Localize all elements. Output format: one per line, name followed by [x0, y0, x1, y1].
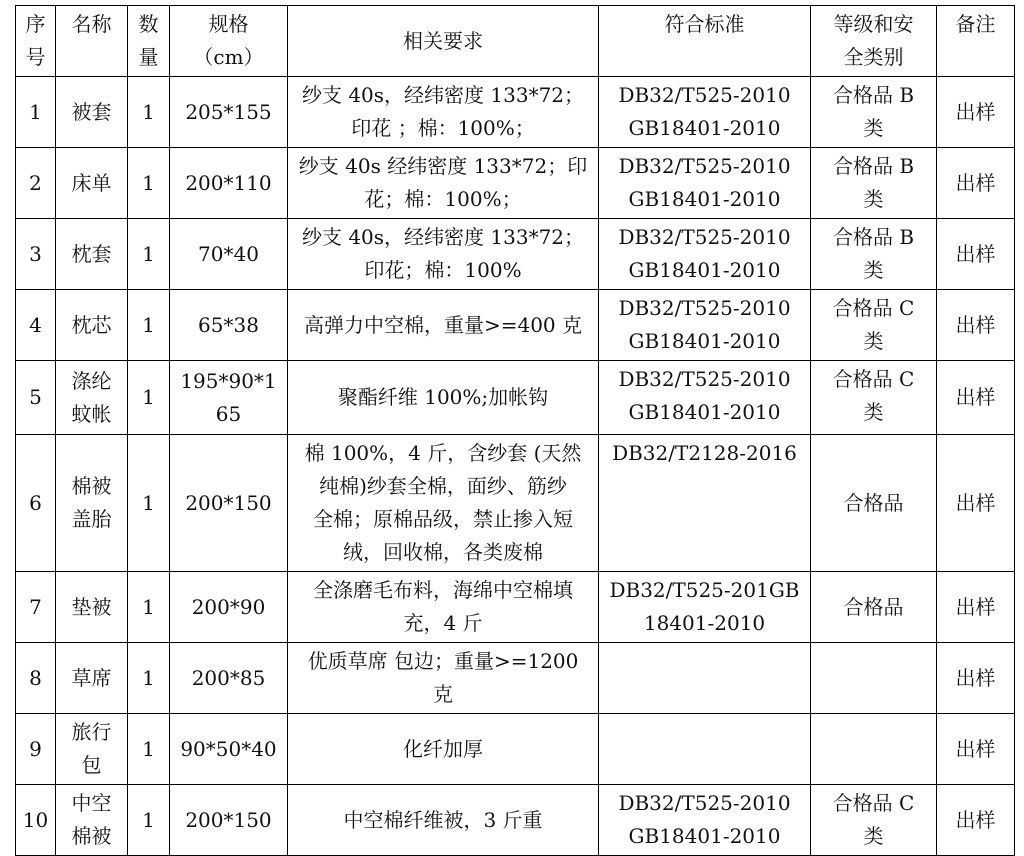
- cell-grade: 合格品 B 类: [811, 148, 937, 219]
- cell-spec: 200*150: [170, 435, 288, 572]
- cell-spec: 195*90*1 65: [170, 361, 288, 435]
- table-row: [16, 361, 1015, 435]
- cell-name: 棉被 盖胎: [56, 435, 128, 572]
- cell-req: 纱支 40s 经纬密度 133*72；印 花；棉：100%；: [288, 148, 599, 219]
- table-row: [16, 643, 1015, 714]
- cell-seq: 6: [16, 435, 56, 572]
- header-note: 备注: [937, 6, 1015, 77]
- cell-seq: 9: [16, 714, 56, 785]
- cell-req: 棉 100%，4 斤，含纱套 (天然 纯棉)纱套全棉，面纱、筋纱 全棉；原棉品级，禁止掺入短 绒，回收棉，各类废棉: [288, 435, 599, 572]
- header-std: 符合标准: [599, 6, 811, 77]
- cell-name: 垫被: [56, 572, 128, 643]
- cell-seq: 2: [16, 148, 56, 219]
- cell-std: DB32/T525-2010 GB18401-2010: [599, 219, 811, 290]
- cell-std: DB32/T525-2010 GB18401-2010: [599, 148, 811, 219]
- cell-grade: 合格品 C 类: [811, 361, 937, 435]
- spec-table: [15, 5, 1015, 856]
- table-row: [16, 714, 1015, 785]
- cell-spec: 200*150: [170, 785, 288, 856]
- header-grade: 等级和安 全类别: [811, 6, 937, 77]
- cell-note: 出样: [937, 290, 1015, 361]
- cell-std: DB32/T525-2010 GB18401-2010: [599, 361, 811, 435]
- cell-qty: 1: [128, 572, 170, 643]
- cell-name: 枕套: [56, 219, 128, 290]
- cell-spec: 70*40: [170, 219, 288, 290]
- cell-req: 纱支 40s，经纬密度 133*72； 印花；棉：100%: [288, 219, 599, 290]
- cell-qty: 1: [128, 785, 170, 856]
- cell-req: 优质草席 包边；重量>=1200 克: [288, 643, 599, 714]
- cell-req: 高弹力中空棉，重量>=400 克: [288, 290, 599, 361]
- cell-note: 出样: [937, 148, 1015, 219]
- cell-spec: 200*90: [170, 572, 288, 643]
- cell-name: 草席: [56, 643, 128, 714]
- cell-spec: 200*85: [170, 643, 288, 714]
- cell-req: 中空棉纤维被，3 斤重: [288, 785, 599, 856]
- cell-std: DB32/T525-201GB 18401-2010: [599, 572, 811, 643]
- cell-std: DB32/T2128-2016: [599, 435, 811, 572]
- table-body: [16, 77, 1015, 856]
- cell-grade: [811, 714, 937, 785]
- cell-seq: 4: [16, 290, 56, 361]
- cell-std: [599, 643, 811, 714]
- cell-grade: 合格品: [811, 572, 937, 643]
- cell-req: 聚酯纤维 100%;加帐钩: [288, 361, 599, 435]
- cell-seq: 10: [16, 785, 56, 856]
- cell-qty: 1: [128, 148, 170, 219]
- header-seq: 序 号: [16, 6, 56, 77]
- cell-req: 全涤磨毛布料，海绵中空棉填 充，4 斤: [288, 572, 599, 643]
- cell-seq: 3: [16, 219, 56, 290]
- cell-grade: 合格品 B 类: [811, 219, 937, 290]
- cell-qty: 1: [128, 435, 170, 572]
- cell-req: 纱支 40s，经纬密度 133*72； 印花 ；棉：100%；: [288, 77, 599, 148]
- cell-std: DB32/T525-2010 GB18401-2010: [599, 77, 811, 148]
- cell-grade: 合格品: [811, 435, 937, 572]
- cell-spec: 65*38: [170, 290, 288, 361]
- cell-qty: 1: [128, 77, 170, 148]
- cell-qty: 1: [128, 643, 170, 714]
- cell-note: 出样: [937, 435, 1015, 572]
- table-row: [16, 77, 1015, 148]
- header-qty: 数 量: [128, 6, 170, 77]
- header-row: [16, 6, 1015, 77]
- cell-note: 出样: [937, 77, 1015, 148]
- cell-spec: 205*155: [170, 77, 288, 148]
- cell-qty: 1: [128, 290, 170, 361]
- cell-seq: 8: [16, 643, 56, 714]
- cell-seq: 1: [16, 77, 56, 148]
- table-row: [16, 435, 1015, 572]
- cell-spec: 90*50*40: [170, 714, 288, 785]
- cell-grade: 合格品 C 类: [811, 290, 937, 361]
- cell-name: 涤纶 蚊帐: [56, 361, 128, 435]
- cell-name: 床单: [56, 148, 128, 219]
- table-row: [16, 290, 1015, 361]
- cell-note: 出样: [937, 572, 1015, 643]
- cell-seq: 5: [16, 361, 56, 435]
- table-row: [16, 219, 1015, 290]
- cell-note: 出样: [937, 714, 1015, 785]
- cell-qty: 1: [128, 361, 170, 435]
- cell-grade: 合格品 C 类: [811, 785, 937, 856]
- cell-std: DB32/T525-2010 GB18401-2010: [599, 290, 811, 361]
- cell-qty: 1: [128, 714, 170, 785]
- cell-std: DB32/T525-2010 GB18401-2010: [599, 785, 811, 856]
- cell-note: 出样: [937, 219, 1015, 290]
- header-name: 名称: [56, 6, 128, 77]
- cell-name: 枕芯: [56, 290, 128, 361]
- cell-std: [599, 714, 811, 785]
- header-spec: 规格 （cm）: [170, 6, 288, 77]
- cell-seq: 7: [16, 572, 56, 643]
- cell-spec: 200*110: [170, 148, 288, 219]
- table-row: [16, 785, 1015, 856]
- cell-note: 出样: [937, 785, 1015, 856]
- cell-note: 出样: [937, 361, 1015, 435]
- cell-name: 被套: [56, 77, 128, 148]
- table-row: [16, 572, 1015, 643]
- cell-qty: 1: [128, 219, 170, 290]
- table-row: [16, 148, 1015, 219]
- cell-grade: 合格品 B 类: [811, 77, 937, 148]
- cell-note: 出样: [937, 643, 1015, 714]
- header-req: 相关要求: [288, 6, 599, 77]
- cell-grade: [811, 643, 937, 714]
- cell-req: 化纤加厚: [288, 714, 599, 785]
- cell-name: 中空 棉被: [56, 785, 128, 856]
- cell-name: 旅行 包: [56, 714, 128, 785]
